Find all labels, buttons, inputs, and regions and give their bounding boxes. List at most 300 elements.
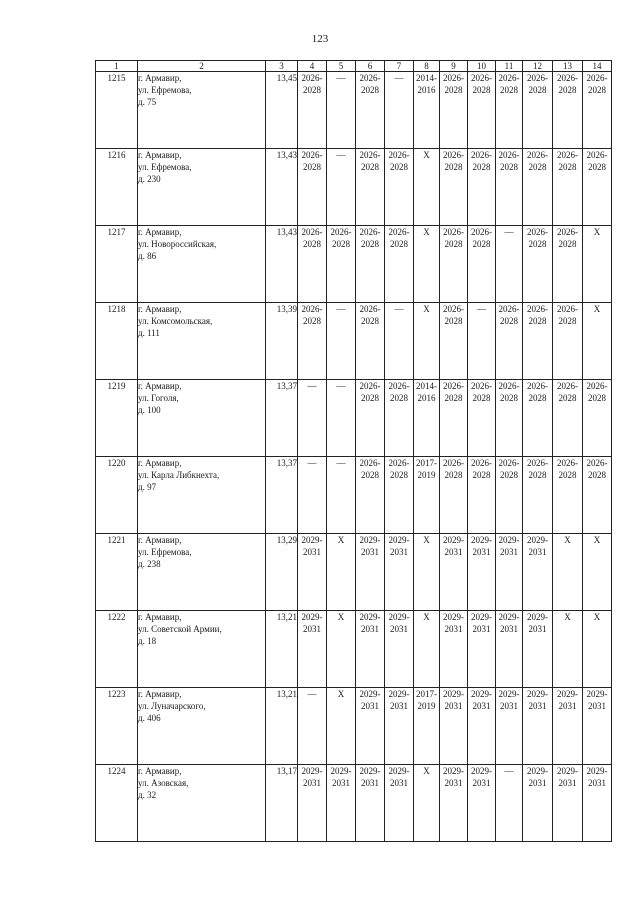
period-cell: — — [298, 457, 327, 534]
period-line: 2029- — [359, 535, 381, 545]
period-cell — [583, 149, 612, 226]
period-line: 2026- — [471, 458, 492, 468]
period-cell — [496, 534, 523, 611]
period-line: 2019 — [417, 470, 436, 480]
period-cell — [440, 226, 468, 303]
period-line: 2028 — [500, 316, 518, 326]
period-line: 2029- — [359, 766, 381, 776]
period-line: 2026- — [388, 381, 410, 391]
period-line: 2031 — [390, 547, 408, 557]
period-line: 2016 — [417, 85, 436, 95]
period-line: 2031 — [472, 624, 491, 634]
period-line: 2028 — [528, 85, 547, 95]
period-line: 2029- — [330, 766, 352, 776]
period-line: 2029- — [471, 612, 492, 622]
period-cell — [356, 72, 385, 149]
period-line: 2031 — [390, 624, 408, 634]
period-cell — [356, 226, 385, 303]
address-cell — [138, 765, 266, 842]
period-line: 2026- — [557, 150, 578, 160]
period-cell — [298, 765, 327, 842]
header-row — [96, 61, 612, 72]
column-header: 8 — [414, 61, 440, 72]
period-line: 2026- — [359, 304, 381, 314]
period-cell — [523, 688, 553, 765]
period-line: 2029- — [498, 535, 520, 545]
period-line: 2026- — [471, 227, 492, 237]
period-line: 2029- — [301, 535, 323, 545]
period-cell: X — [414, 149, 440, 226]
period-cell: X — [327, 688, 356, 765]
period-line: 2028 — [361, 393, 379, 403]
address-line: ул. Азовская, — [138, 778, 189, 788]
period-cell — [298, 72, 327, 149]
period-cell — [523, 380, 553, 457]
period-cell — [468, 534, 496, 611]
row-number: 1224 — [96, 765, 138, 842]
period-cell: — — [468, 303, 496, 380]
period-cell — [385, 380, 414, 457]
column-header: 12 — [523, 61, 553, 72]
period-line: 2028 — [558, 162, 577, 172]
period-cell — [496, 611, 523, 688]
period-cell — [414, 688, 440, 765]
period-cell — [327, 226, 356, 303]
table-row — [96, 226, 612, 303]
period-cell — [356, 611, 385, 688]
period-cell — [298, 611, 327, 688]
period-line: 2028 — [500, 470, 518, 480]
column-header: 10 — [468, 61, 496, 72]
period-cell — [523, 611, 553, 688]
address-cell — [138, 226, 266, 303]
period-line: 2028 — [558, 239, 577, 249]
period-line: 2026- — [388, 227, 410, 237]
period-cell — [523, 534, 553, 611]
period-line: 2031 — [588, 778, 606, 788]
period-line: 2026- — [586, 381, 608, 391]
period-line: 2028 — [444, 239, 463, 249]
period-cell: — — [327, 303, 356, 380]
period-line: 2026- — [527, 227, 548, 237]
period-cell — [523, 149, 553, 226]
period-cell — [523, 765, 553, 842]
period-line: 2031 — [528, 624, 547, 634]
period-line: 2026- — [498, 150, 520, 160]
period-line: 2031 — [500, 547, 518, 557]
period-cell — [440, 303, 468, 380]
period-line: 2026- — [443, 381, 464, 391]
value-cell: 13,37 — [266, 380, 298, 457]
period-line: 2028 — [472, 393, 491, 403]
period-line: 2028 — [558, 85, 577, 95]
row-number: 1220 — [96, 457, 138, 534]
period-cell: — — [496, 765, 523, 842]
period-line: 2028 — [390, 162, 408, 172]
period-line: 2014- — [416, 381, 437, 391]
value-cell: 13,43 — [266, 149, 298, 226]
table-row — [96, 611, 612, 688]
period-cell — [496, 72, 523, 149]
period-line: 2028 — [444, 470, 463, 480]
period-line: 2029- — [301, 766, 323, 776]
row-number: 1223 — [96, 688, 138, 765]
period-line: 2031 — [361, 547, 379, 557]
period-line: 2031 — [303, 778, 321, 788]
period-line: 2029- — [557, 766, 578, 776]
period-line: 2028 — [390, 470, 408, 480]
period-cell — [553, 380, 583, 457]
period-line: 2029- — [527, 766, 548, 776]
table-row — [96, 534, 612, 611]
period-cell — [327, 765, 356, 842]
period-line: 2028 — [588, 393, 606, 403]
address-line: г. Армавир, — [138, 304, 182, 314]
address-line: ул. Ефремова, — [138, 85, 192, 95]
period-cell — [523, 303, 553, 380]
address-line: д. 86 — [138, 251, 157, 261]
period-cell: X — [583, 226, 612, 303]
period-line: 2029- — [443, 535, 464, 545]
period-line: 2026- — [557, 304, 578, 314]
period-line: 2028 — [528, 162, 547, 172]
address-cell — [138, 457, 266, 534]
period-cell — [356, 149, 385, 226]
period-line: 2028 — [558, 393, 577, 403]
period-line: 2029- — [471, 535, 492, 545]
period-line: 2029- — [586, 689, 608, 699]
period-line: 2026- — [498, 458, 520, 468]
row-number: 1218 — [96, 303, 138, 380]
address-line: г. Армавир, — [138, 150, 182, 160]
period-line: 2026- — [443, 227, 464, 237]
page-number: 123 — [311, 33, 329, 45]
period-line: 2028 — [361, 470, 379, 480]
period-line: 2026- — [527, 458, 548, 468]
period-line: 2031 — [361, 624, 379, 634]
period-cell — [440, 72, 468, 149]
period-line: 2029- — [359, 612, 381, 622]
period-cell — [496, 149, 523, 226]
value-cell: 13,45 — [266, 72, 298, 149]
period-cell — [523, 457, 553, 534]
period-cell: X — [414, 611, 440, 688]
period-cell — [298, 303, 327, 380]
period-line: 2026- — [586, 458, 608, 468]
period-line: 2031 — [361, 778, 379, 788]
period-cell — [583, 457, 612, 534]
period-cell: X — [583, 534, 612, 611]
period-cell — [385, 149, 414, 226]
address-cell — [138, 72, 266, 149]
period-line: 2028 — [390, 239, 408, 249]
table-row — [96, 457, 612, 534]
period-line: 2028 — [528, 470, 547, 480]
period-line: 2014- — [416, 73, 437, 83]
value-cell: 13,21 — [266, 688, 298, 765]
period-line: 2029- — [471, 766, 492, 776]
period-line: 2026- — [443, 150, 464, 160]
period-line: 2028 — [303, 162, 321, 172]
period-line: 2028 — [528, 393, 547, 403]
period-line: 2028 — [472, 162, 491, 172]
period-cell — [298, 226, 327, 303]
period-line: 2029- — [388, 689, 410, 699]
period-line: 2026- — [330, 227, 352, 237]
value-cell: 13,29 — [266, 534, 298, 611]
column-header: 7 — [385, 61, 414, 72]
period-line: 2031 — [500, 701, 518, 711]
period-line: 2031 — [361, 701, 379, 711]
period-cell — [553, 688, 583, 765]
period-line: 2026- — [557, 458, 578, 468]
period-line: 2031 — [303, 547, 321, 557]
period-line: 2031 — [588, 701, 606, 711]
period-line: 2029- — [388, 535, 410, 545]
row-number: 1219 — [96, 380, 138, 457]
period-cell — [385, 765, 414, 842]
period-cell — [553, 72, 583, 149]
period-line: 2031 — [390, 701, 408, 711]
period-line: 2017- — [416, 458, 437, 468]
table-row — [96, 149, 612, 226]
period-line: 2028 — [588, 85, 606, 95]
period-line: 2028 — [500, 85, 518, 95]
period-line: 2029- — [471, 689, 492, 699]
period-line: 2026- — [527, 150, 548, 160]
period-cell — [583, 688, 612, 765]
period-cell: — — [298, 688, 327, 765]
period-line: 2026- — [301, 73, 323, 83]
period-cell — [496, 380, 523, 457]
period-line: 2026- — [359, 73, 381, 83]
period-cell — [440, 765, 468, 842]
period-line: 2026- — [388, 150, 410, 160]
period-line: 2026- — [527, 381, 548, 391]
period-line: 2026- — [527, 73, 548, 83]
column-header: 5 — [327, 61, 356, 72]
period-cell — [385, 611, 414, 688]
address-line: ул. Советской Армии, — [138, 624, 222, 634]
value-cell: 13,17 — [266, 765, 298, 842]
column-header: 13 — [553, 61, 583, 72]
period-line: 2029- — [359, 689, 381, 699]
period-cell — [356, 688, 385, 765]
period-cell — [583, 72, 612, 149]
period-cell — [440, 534, 468, 611]
address-line: д. 32 — [138, 790, 157, 800]
address-line: ул. Ефремова, — [138, 547, 192, 557]
period-line: 2028 — [303, 85, 321, 95]
column-header: 4 — [298, 61, 327, 72]
period-line: 2029- — [301, 612, 323, 622]
period-cell — [468, 688, 496, 765]
period-cell — [523, 72, 553, 149]
period-line: 2031 — [332, 778, 350, 788]
period-line: 2026- — [359, 227, 381, 237]
row-number: 1217 — [96, 226, 138, 303]
period-line: 2029- — [527, 612, 548, 622]
period-cell — [468, 149, 496, 226]
column-header: 1 — [96, 61, 138, 72]
period-cell: — — [385, 303, 414, 380]
table-row — [96, 303, 612, 380]
period-line: 2026- — [443, 304, 464, 314]
address-cell — [138, 688, 266, 765]
period-line: 2028 — [361, 85, 379, 95]
period-line: 2017- — [416, 689, 437, 699]
period-line: 2029- — [388, 612, 410, 622]
period-cell — [468, 611, 496, 688]
row-number: 1221 — [96, 534, 138, 611]
period-cell — [356, 457, 385, 534]
period-line: 2031 — [472, 778, 491, 788]
address-line: г. Армавир, — [138, 227, 182, 237]
period-line: 2026- — [359, 150, 381, 160]
period-cell — [356, 765, 385, 842]
period-cell: X — [327, 534, 356, 611]
period-cell — [356, 534, 385, 611]
period-line: 2028 — [361, 162, 379, 172]
period-line: 2029- — [443, 612, 464, 622]
period-cell — [468, 457, 496, 534]
column-header: 14 — [583, 61, 612, 72]
address-line: д. 238 — [138, 559, 161, 569]
period-line: 2026- — [443, 73, 464, 83]
period-cell — [414, 380, 440, 457]
period-line: 2028 — [444, 393, 463, 403]
column-header: 2 — [138, 61, 266, 72]
address-line: д. 111 — [138, 328, 160, 338]
period-cell — [440, 457, 468, 534]
period-line: 2028 — [361, 239, 379, 249]
period-cell — [496, 688, 523, 765]
period-line: 2031 — [472, 701, 491, 711]
period-line: 2026- — [586, 150, 608, 160]
period-cell — [440, 380, 468, 457]
period-cell: — — [298, 380, 327, 457]
column-header: 6 — [356, 61, 385, 72]
period-line: 2031 — [528, 778, 547, 788]
period-cell — [553, 457, 583, 534]
period-cell — [385, 226, 414, 303]
period-line: 2026- — [359, 458, 381, 468]
address-line: ул. Ефремова, — [138, 162, 192, 172]
period-cell: — — [327, 380, 356, 457]
period-line: 2026- — [388, 458, 410, 468]
address-line: д. 406 — [138, 713, 161, 723]
address-line: д. 97 — [138, 482, 157, 492]
period-line: 2028 — [444, 85, 463, 95]
period-line: 2031 — [500, 624, 518, 634]
period-cell — [553, 765, 583, 842]
period-cell — [440, 688, 468, 765]
period-cell — [440, 149, 468, 226]
period-line: 2031 — [444, 624, 463, 634]
period-cell — [298, 149, 327, 226]
period-line: 2031 — [444, 701, 463, 711]
period-cell: X — [414, 303, 440, 380]
period-line: 2026- — [498, 73, 520, 83]
period-cell — [553, 149, 583, 226]
period-line: 2028 — [390, 393, 408, 403]
period-cell — [523, 226, 553, 303]
row-number: 1222 — [96, 611, 138, 688]
period-line: 2031 — [390, 778, 408, 788]
period-line: 2031 — [528, 547, 547, 557]
period-line: 2026- — [557, 227, 578, 237]
period-line: 2031 — [444, 778, 463, 788]
period-line: 2028 — [444, 162, 463, 172]
period-cell: X — [583, 611, 612, 688]
period-line: 2028 — [472, 470, 491, 480]
period-line: 2026- — [557, 73, 578, 83]
period-cell — [496, 457, 523, 534]
address-line: г. Армавир, — [138, 458, 182, 468]
value-cell: 13,37 — [266, 457, 298, 534]
address-cell — [138, 534, 266, 611]
period-cell — [468, 226, 496, 303]
value-cell: 13,21 — [266, 611, 298, 688]
row-number: 1216 — [96, 149, 138, 226]
period-line: 2028 — [588, 470, 606, 480]
address-line: д. 75 — [138, 97, 157, 107]
period-line: 2031 — [558, 778, 577, 788]
period-line: 2019 — [417, 701, 436, 711]
period-line: 2026- — [586, 73, 608, 83]
address-line: г. Армавир, — [138, 73, 182, 83]
address-line: ул. Карла Либкнехта, — [138, 470, 220, 480]
period-line: 2029- — [527, 689, 548, 699]
period-line: 2026- — [301, 227, 323, 237]
period-cell: — — [496, 226, 523, 303]
period-cell — [440, 611, 468, 688]
table-row — [96, 72, 612, 149]
address-cell — [138, 380, 266, 457]
table-row — [96, 380, 612, 457]
period-cell: — — [385, 72, 414, 149]
column-header: 11 — [496, 61, 523, 72]
period-line: 2028 — [500, 393, 518, 403]
period-line: 2029- — [586, 766, 608, 776]
period-cell — [468, 380, 496, 457]
period-line: 2028 — [303, 239, 321, 249]
period-line: 2016 — [417, 393, 436, 403]
address-line: г. Армавир, — [138, 689, 182, 699]
period-cell — [553, 226, 583, 303]
period-line: 2029- — [443, 689, 464, 699]
column-header: 9 — [440, 61, 468, 72]
address-line: г. Армавир, — [138, 612, 182, 622]
address-line: г. Армавир, — [138, 535, 182, 545]
period-line: 2028 — [500, 162, 518, 172]
period-cell — [496, 303, 523, 380]
period-line: 2028 — [303, 316, 321, 326]
period-line: 2026- — [301, 304, 323, 314]
period-line: 2029- — [388, 766, 410, 776]
period-line: 2031 — [558, 701, 577, 711]
period-cell: X — [414, 534, 440, 611]
period-cell — [468, 72, 496, 149]
period-line: 2028 — [361, 316, 379, 326]
address-line: д. 18 — [138, 636, 157, 646]
address-line: д. 230 — [138, 174, 161, 184]
period-line: 2026- — [471, 73, 492, 83]
value-cell: 13,39 — [266, 303, 298, 380]
address-cell — [138, 611, 266, 688]
address-line: ул. Новороссийская, — [138, 239, 217, 249]
period-cell — [385, 457, 414, 534]
